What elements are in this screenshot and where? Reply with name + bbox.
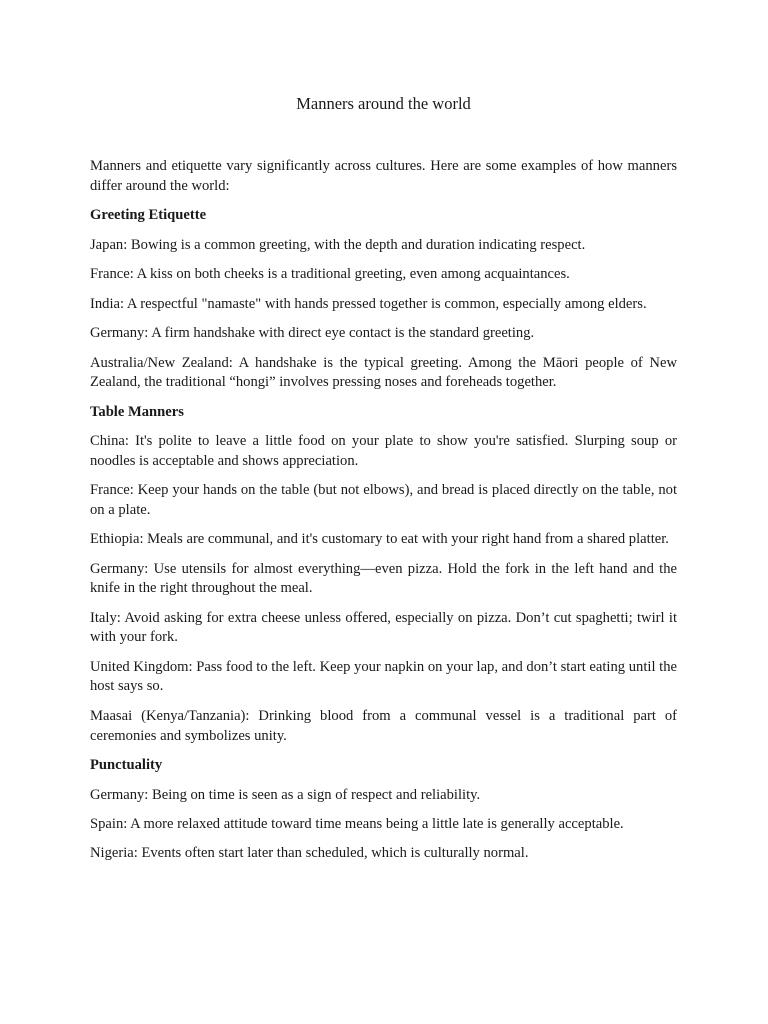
section-heading: Table Manners bbox=[90, 403, 184, 420]
list-item: India: A respectful "namaste" with hands pressed together is common, especially among elders. bbox=[90, 295, 647, 312]
list-item: Germany: Being on time is seen as a sign of respect and reliability. bbox=[90, 786, 481, 803]
list-item: Maasai (Kenya/Tanzania): Drinking blood from a communal vessel is a traditional part of ceremonies and symbolizes unity. bbox=[90, 707, 677, 744]
section-greeting-etiquette bbox=[90, 206, 677, 393]
section-table-manners bbox=[90, 403, 677, 747]
list-item: China: It's polite to leave a little food on your plate to show you're satisfied. Slurping soup or noodles is acceptable and shows appreciation. bbox=[90, 433, 677, 469]
document-page bbox=[90, 93, 677, 874]
list-item: Japan: Bowing is a common greeting, with the depth and duration indicating respect. bbox=[90, 236, 586, 253]
intro-paragraph: Manners and etiquette vary significantly across cultures. Here are some examples of how manners differ around the world: bbox=[90, 158, 677, 194]
list-item: France: A kiss on both cheeks is a traditional greeting, even among acquaintances. bbox=[90, 266, 570, 283]
list-item: Germany: A firm handshake with direct eye contact is the standard greeting. bbox=[90, 325, 535, 342]
list-item: Germany: Use utensils for almost everything—even pizza. Hold the fork in the left hand and the knife in the right throughout the meal. bbox=[90, 560, 677, 597]
section-heading: Greeting Etiquette bbox=[90, 207, 207, 224]
list-item: Spain: A more relaxed attitude toward time means being a little late is generally acceptable. bbox=[90, 815, 624, 832]
list-item: United Kingdom: Pass food to the left. Keep your napkin on your lap, and don’t start eating until the host says so. bbox=[90, 658, 677, 695]
list-item: Ethiopia: Meals are communal, and it's customary to eat with your right hand from a shared platter. bbox=[90, 531, 669, 548]
section-heading: Punctuality bbox=[90, 757, 163, 774]
list-item: Australia/New Zealand: A handshake is the typical greeting. Among the Māori people of New Zealand, the traditional “hongi” involves pressing noses and foreheads together. bbox=[90, 354, 677, 391]
document-title: Manners around the world bbox=[296, 94, 471, 113]
list-item: Italy: Avoid asking for extra cheese unless offered, especially on pizza. Don’t cut spaghetti; twirl it with your fork. bbox=[90, 609, 677, 646]
section-punctuality bbox=[90, 756, 677, 864]
list-item: France: Keep your hands on the table (but not elbows), and bread is placed directly on the table, not on a plate. bbox=[90, 482, 677, 518]
list-item: Nigeria: Events often start later than scheduled, which is culturally normal. bbox=[90, 845, 529, 862]
